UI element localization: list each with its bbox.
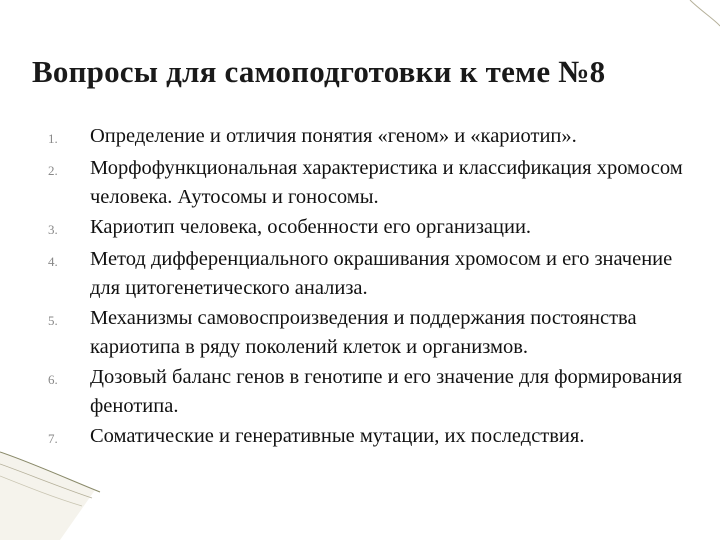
item-text: Механизмы самовоспроизведения и поддержания постоянства кариотипа в ряду поколений клеток и организмов. (90, 307, 637, 358)
item-number: 4. (48, 254, 58, 269)
bottom-left-swoosh-fill (0, 452, 95, 540)
list-item (48, 304, 703, 362)
question-list (48, 122, 703, 454)
slide-title: Вопросы для самоподготовки к теме №8 (32, 54, 606, 89)
item-number: 6. (48, 372, 58, 387)
bottom-left-swoosh-line-2 (0, 464, 92, 498)
item-number: 2. (48, 163, 58, 178)
item-text: Дозовый баланс генов в генотипе и его значение для формирования фенотипа. (90, 366, 683, 417)
list-item (48, 213, 703, 244)
item-number: 1. (48, 131, 58, 146)
bottom-left-swoosh-line-1 (0, 452, 100, 492)
bottom-left-swoosh-line-3 (0, 476, 82, 506)
item-number: 5. (48, 313, 58, 328)
item-number: 7. (48, 431, 58, 446)
list-item (48, 122, 703, 153)
item-number: 3. (48, 222, 58, 237)
item-text: Морфофункциональная характеристика и классификация хромосом человека. Аутосомы и гоносомы. (90, 157, 683, 208)
top-right-swoosh (690, 0, 720, 26)
list-item (48, 245, 703, 303)
item-text: Метод дифференциального окрашивания хромосом и его значение для цитогенетического анализа. (90, 248, 673, 299)
item-text: Кариотип человека, особенности его организации. (90, 216, 532, 238)
list-item (48, 363, 703, 421)
item-text: Определение и отличия понятия «геном» и «кариотип». (90, 125, 577, 147)
item-text: Соматические и генеративные мутации, их последствия. (90, 425, 585, 447)
list-item (48, 422, 703, 453)
list-item (48, 154, 703, 212)
